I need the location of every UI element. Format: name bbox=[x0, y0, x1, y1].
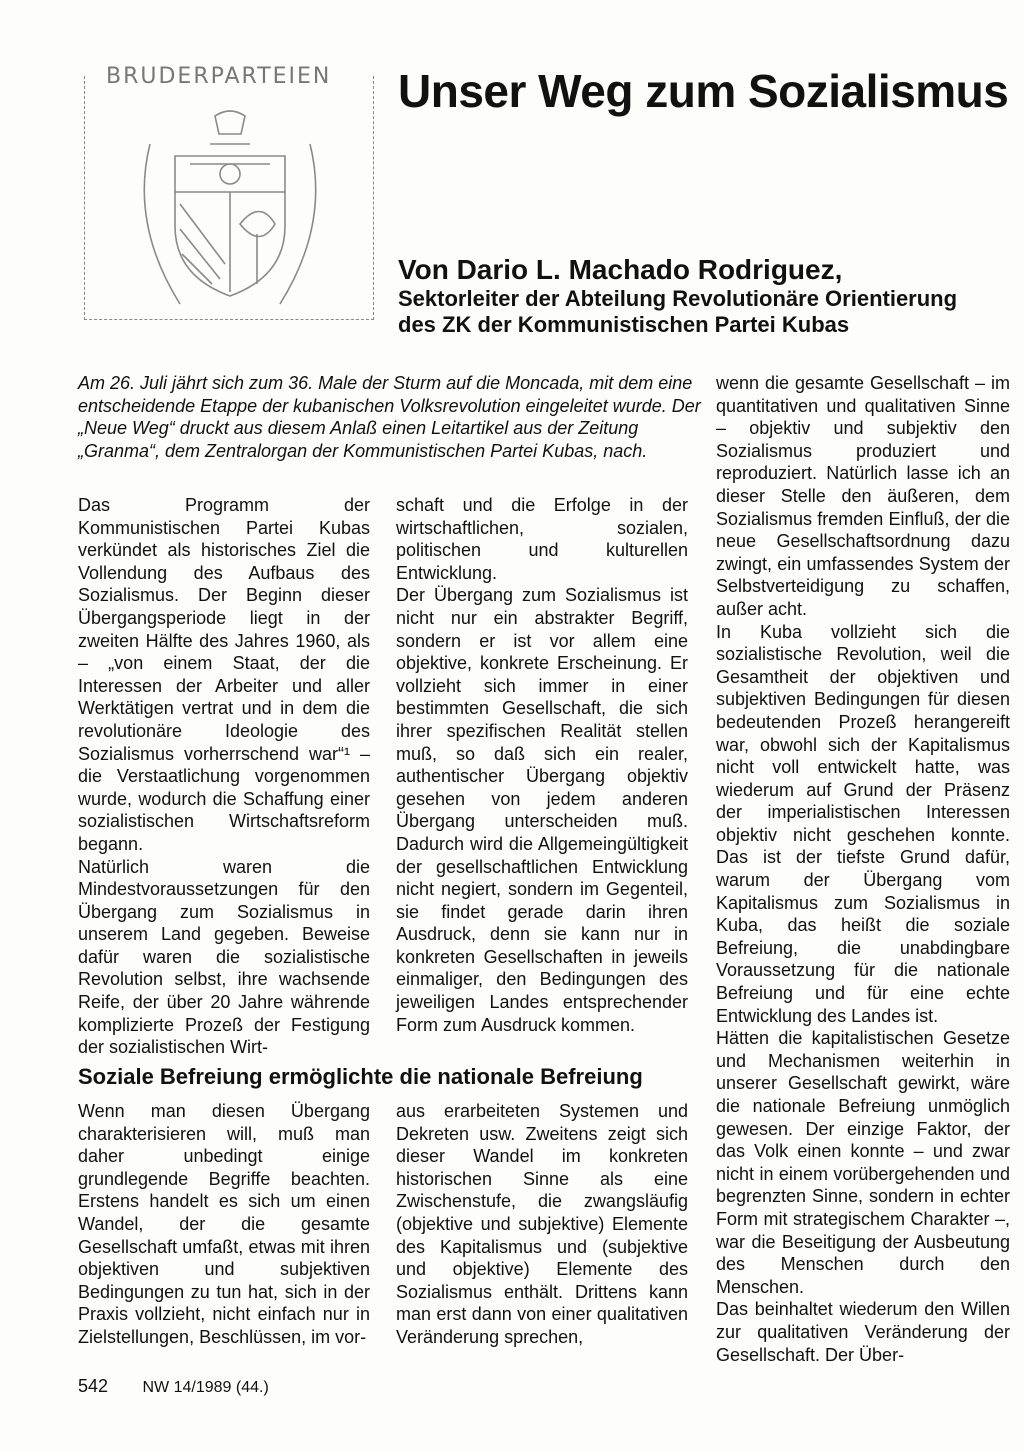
paragraph: Natürlich waren die Mindestvoraussetzungen für den Übergang zum Sozialismus in unserem Land gegeben. Beweise dafür waren die sozialistische Revolution selbst, ihre wachsende Reife, der über 20 Jahre währende komplizierte Prozeß der Festigung der sozialistischen Wirt- bbox=[78, 856, 370, 1058]
paragraph: Wenn man diesen Übergang charakterisieren will, muß man daher unbedingt einige grundlegende Begriffe beachten. Erstens handelt es sich um einen Wandel, der die gesamte Gesellschaft umfaßt, etwas mit ihren objektiven und subjektiven Bedingungen zu tun hat, sich in der Praxis vollzieht, nicht einfach nur in Zielstellungen, Beschlüssen, im vor- bbox=[78, 1101, 370, 1347]
author-role-line-2: des ZK der Kommunistischen Partei Kubas bbox=[398, 312, 850, 337]
author-name: Von Dario L. Machado Rodriguez, bbox=[398, 254, 843, 285]
section-subheading: Soziale Befreiung ermöglichte die nationale Befreiung bbox=[78, 1064, 643, 1089]
column-2-top bbox=[396, 494, 688, 1036]
paragraph: Das Programm der Kommunistischen Partei Kubas verkündet als historisches Ziel die Vollendung des Aufbaus des Sozialismus. Der Beginn dieser Übergangsperiode liegt in der zweiten Hälfte des Jahres 1960, als – „von einem Staat, der die Interessen der Arbeiter und aller Werktätigen vertrat und in dem die revolutionäre Ideologie des Sozialismus vorherrschend war“¹ – die Verstaatlichung vorgenommen wurde, wodurch die Schaffung einer sozialistischen Wirtschaftsreform begann. bbox=[78, 495, 370, 854]
paragraph: schaft und die Erfolge in der wirtschaftlichen, sozialen, politischen und kulturellen Entwicklung. bbox=[396, 495, 688, 583]
paragraph: Hätten die kapitalistischen Gesetze und Mechanismen weiterhin in unserer Gesellschaft gewirkt, wäre die nationale Befreiung unmöglich gewesen. Der einzige Faktor, der das Volk einen konnte – und zwar nicht in einem vorübergehenden und begrenzten Sinne, sondern in echter Form mit strategischem Charakter –, war die Beseitigung der Ausbeutung des Menschen durch den Menschen. bbox=[716, 1028, 1010, 1297]
paragraph: In Kuba vollzieht sich die sozialistische Revolution, weil die Gesamtheit der objektiven und subjektiven Bedingungen für diesen bedeutenden Prozeß herangereift war, obwohl sich der Kapitalismus nicht voll entwickelt hatte, was wiederum auf Grund der Präsenz der imperialistischen Interessen objektiv nicht geschehen konnte. Das ist der tiefste Grund dafür, warum der Übergang vom Kapitalismus zum Sozialismus in Kuba, das heißt die soziale Befreiung, die unabdingbare Voraussetzung für die nationale Befreiung und für eine echte Entwicklung des Landes ist. bbox=[716, 621, 1010, 1026]
issue-reference: NW 14/1989 (44.) bbox=[142, 1379, 269, 1396]
party-stamp bbox=[80, 64, 380, 322]
column-1-top bbox=[78, 494, 370, 1059]
article-title: Unser Weg zum Sozialismus bbox=[398, 65, 1009, 117]
cuban-coat-of-arms-icon bbox=[120, 104, 340, 314]
paragraph: Der Übergang zum Sozialismus ist nicht nur ein abstrakter Begriff, sondern er ist vor allem eine objektive, konkrete Erscheinung. Er vollzieht sich immer in einer bestimmten Gesellschaft, die sich ihrer spezifischen Realität stellen muß, so daß sich ein realer, authentischer Übergang objektiv gesehen von jedem anderen Übergang unterscheiden muß. Dadurch wird die Allgemeingültigkeit der gesellschaftlichen Entwicklung nicht negiert, sondern im Gegenteil, sie findet gerade darin ihren Ausdruck, denn sie kann nur in konkreten Gesellschaften in jeweils einmaliger, den Bedingungen des jeweiligen Landes entsprechender Form zum Ausdruck kommen. bbox=[396, 585, 688, 1035]
paragraph: wenn die gesamte Gesellschaft – im quantitativen und qualitativen Sinne – objektiv und subjektiv den Sozialismus produziert und reproduziert. Natürlich lasse ich an dieser Stelle den äußeren, dem Sozialismus fremden Einfluß, der die neue Gesellschaftsordnung dazu zwingt, ein umfassendes System der Selbstverteidigung zu schaffen, außer acht. bbox=[716, 373, 1010, 619]
page-number: 542 bbox=[78, 1376, 109, 1396]
paragraph: aus erarbeiteten Systemen und Dekreten usw. Zweitens zeigt sich dieser Wandel im konkreten historischen Sinne als eine Zwischenstufe, die zwangsläufig (objektive und subjektive) Elemente des Kapitalismus und (subjektive und objektive) Elemente des Sozialismus enthält. Drittens kann man erst dann von einer qualitativen Veränderung sprechen, bbox=[396, 1101, 688, 1347]
paragraph: Das beinhaltet wiederum den Willen zur qualitativen Veränderung der Gesellschaft. Der Über- bbox=[716, 1299, 1010, 1365]
column-3 bbox=[716, 372, 1010, 1366]
stamp-label: BRUDERPARTEIEN bbox=[102, 64, 335, 89]
byline bbox=[398, 254, 957, 338]
column-1-bottom bbox=[78, 1100, 370, 1349]
page-footer bbox=[78, 1376, 269, 1397]
author-role-line-1: Sektorleiter der Abteilung Revolutionäre Orientierung bbox=[398, 286, 958, 311]
intro-paragraph: Am 26. Juli jährt sich zum 36. Male der Sturm auf die Moncada, mit dem eine entscheidende Etappe der kubanischen Volksrevolution eingeleitet wurde. Der „Neue Weg“ druckt aus diesem Anlaß einen Leitartikel aus der Zeitung „Granma“, dem Zentralorgan der Kommunistischen Partei Kubas, nach. bbox=[78, 373, 701, 461]
column-2-bottom bbox=[396, 1100, 688, 1349]
